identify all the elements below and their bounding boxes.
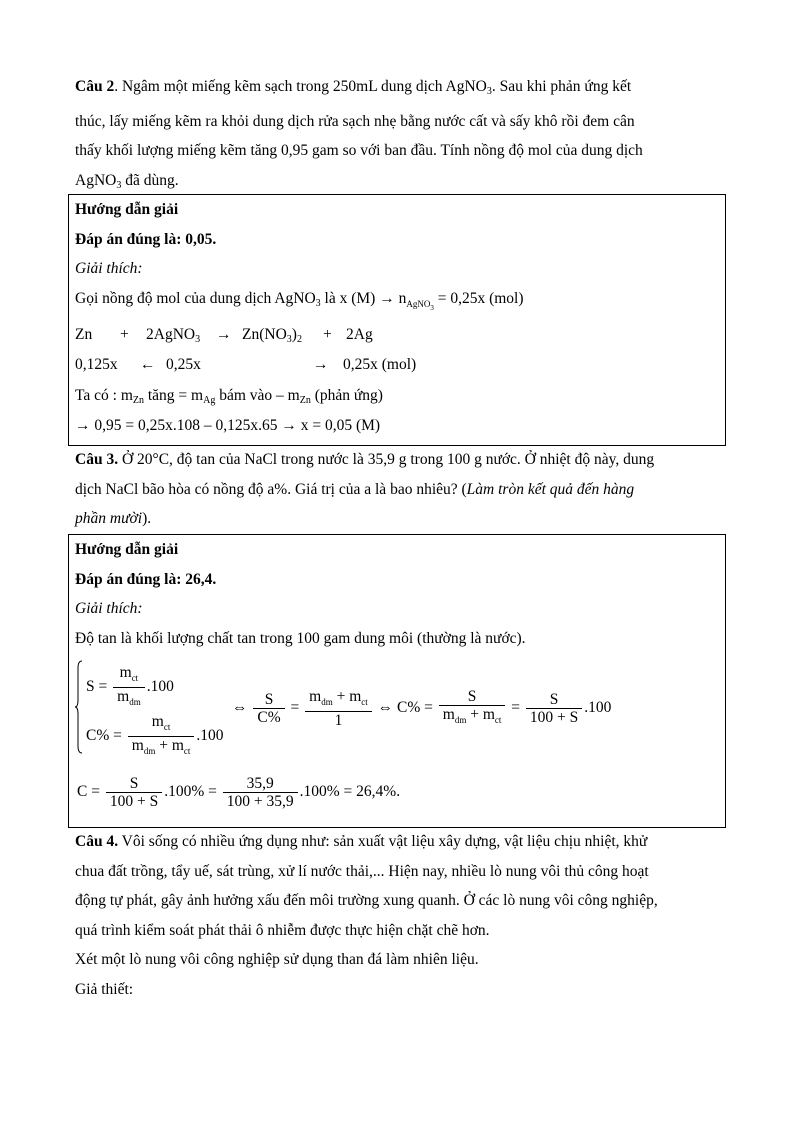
solution-2-line-1: Gọi nồng độ mol của dung dịch AgNO$_3$ là x $(M) \to n_{AgNO_3} = 0,25x$ (mol) bbox=[75, 290, 524, 312]
solution-2-line-5: → 0,95 = 0,25x.108 – 0,125x.65 → x = 0,05 (M) bbox=[75, 417, 381, 434]
mol-agno3: 0,25x bbox=[166, 356, 201, 373]
eq-plus-1: + bbox=[120, 326, 129, 343]
formula-equivalence: ⇔ $\frac{S}{C\%}$ = $\frac{m_{dm} + m_{ct}}{1}$ ⇔ C% = $\frac{S}{m_{dm} + m_{ct}}$ = $\frac{S}{100 + S}$ .100 bbox=[232, 688, 612, 730]
solution-3-explain-label: Giải thích: bbox=[75, 600, 143, 617]
mol-product: 0,25x (mol) bbox=[343, 356, 417, 373]
question-2-label: Câu 2 bbox=[75, 78, 115, 95]
eq-arrow: → bbox=[216, 326, 232, 343]
mol-left-arrow: ← bbox=[140, 356, 156, 373]
eq-ag: 2Ag bbox=[346, 326, 373, 343]
solution-2-answer: Đáp án đúng là: 0,05. bbox=[75, 231, 217, 248]
mol-zn: 0,125x bbox=[75, 356, 118, 373]
question-4-label: Câu 4. bbox=[75, 833, 119, 850]
formula-concentration: C% = $\frac{m_{ct}}{m_{dm} + m_{ct}}$ .100 bbox=[86, 713, 224, 757]
formula-solubility: S = $\frac{m_{ct}}{m_{dm}}$ .100 bbox=[86, 664, 174, 708]
solution-2-heading: Hướng dẫn giải bbox=[75, 201, 179, 218]
solution-3-answer: Đáp án đúng là: 26,4. bbox=[75, 571, 217, 588]
solution-2-line-4: Ta có : $m_{Zn}$ tăng = $m_{Ag}$ bám vào – $m_{Zn}$ (phản ứng) bbox=[75, 387, 383, 406]
question-2: Câu 2. Ngâm một miếng kẽm sạch trong 250mL dung dịch AgNO$_3$. Sau khi phản ứng kết thúc, lấy miếng kẽm ra khỏi dung dịch rửa sạch nhẹ bằng nước cất và sấy khô rồi đem cân thấy khối lượng miếng kẽm tăng 0,95 gam so với ban đầu. Tính nồng độ mol của dung dịch AgNO$_3$ đã dùng. bbox=[75, 78, 643, 191]
question-4: Câu 4. Vôi sống có nhiều ứng dụng như: sản xuất vật liệu xây dựng, vật liệu chịu nhiệt, khử chua đất trồng, tẩy uế, sát trùng, xử lí nước thải,... Hiện nay, nhiều lò nung vôi thủ công hoạt động tự phát, gây ảnh hưởng xấu đến môi trường xung quanh. Ở các lò nung vôi công nghiệp, quá trình kiểm soát phát thải ô nhiễm được thực hiện chặt chẽ hơn. Xét một lò nung vôi công nghiệp sử dụng than đá làm nhiên liệu. Giả thiết: bbox=[75, 833, 658, 998]
eq-zn: Zn bbox=[75, 326, 93, 343]
eq-product-1: $Zn(NO_3)_2$ bbox=[242, 326, 302, 345]
eq-agno3: 2AgNO$_3$ bbox=[146, 326, 201, 345]
formula-final-calculation: C = $\frac{S}{100 + S}$ .100% = $\frac{35,9}{100 + 35,9}$ .100% = 26,4%. bbox=[77, 775, 401, 810]
question-3-label: Câu 3. bbox=[75, 451, 119, 468]
solution-2-explain-label: Giải thích: bbox=[75, 260, 143, 277]
eq-plus-2: + bbox=[323, 326, 332, 343]
question-3: Câu 3. Ở 20°C, độ tan của NaCl trong nước là 35,9 g trong 100 g nước. Ở nhiệt độ này, dung dịch NaCl bão hòa có nồng độ a%. Giá trị của a là bao nhiêu? (Làm tròn kết quả đến hàng phần mười). bbox=[75, 451, 655, 527]
left-brace-icon bbox=[75, 660, 83, 754]
mol-right-arrow: → bbox=[313, 356, 329, 373]
solution-3-heading: Hướng dẫn giải bbox=[75, 541, 179, 558]
solution-3-definition: Độ tan là khối lượng chất tan trong 100 gam dung môi (thường là nước). bbox=[75, 630, 526, 647]
